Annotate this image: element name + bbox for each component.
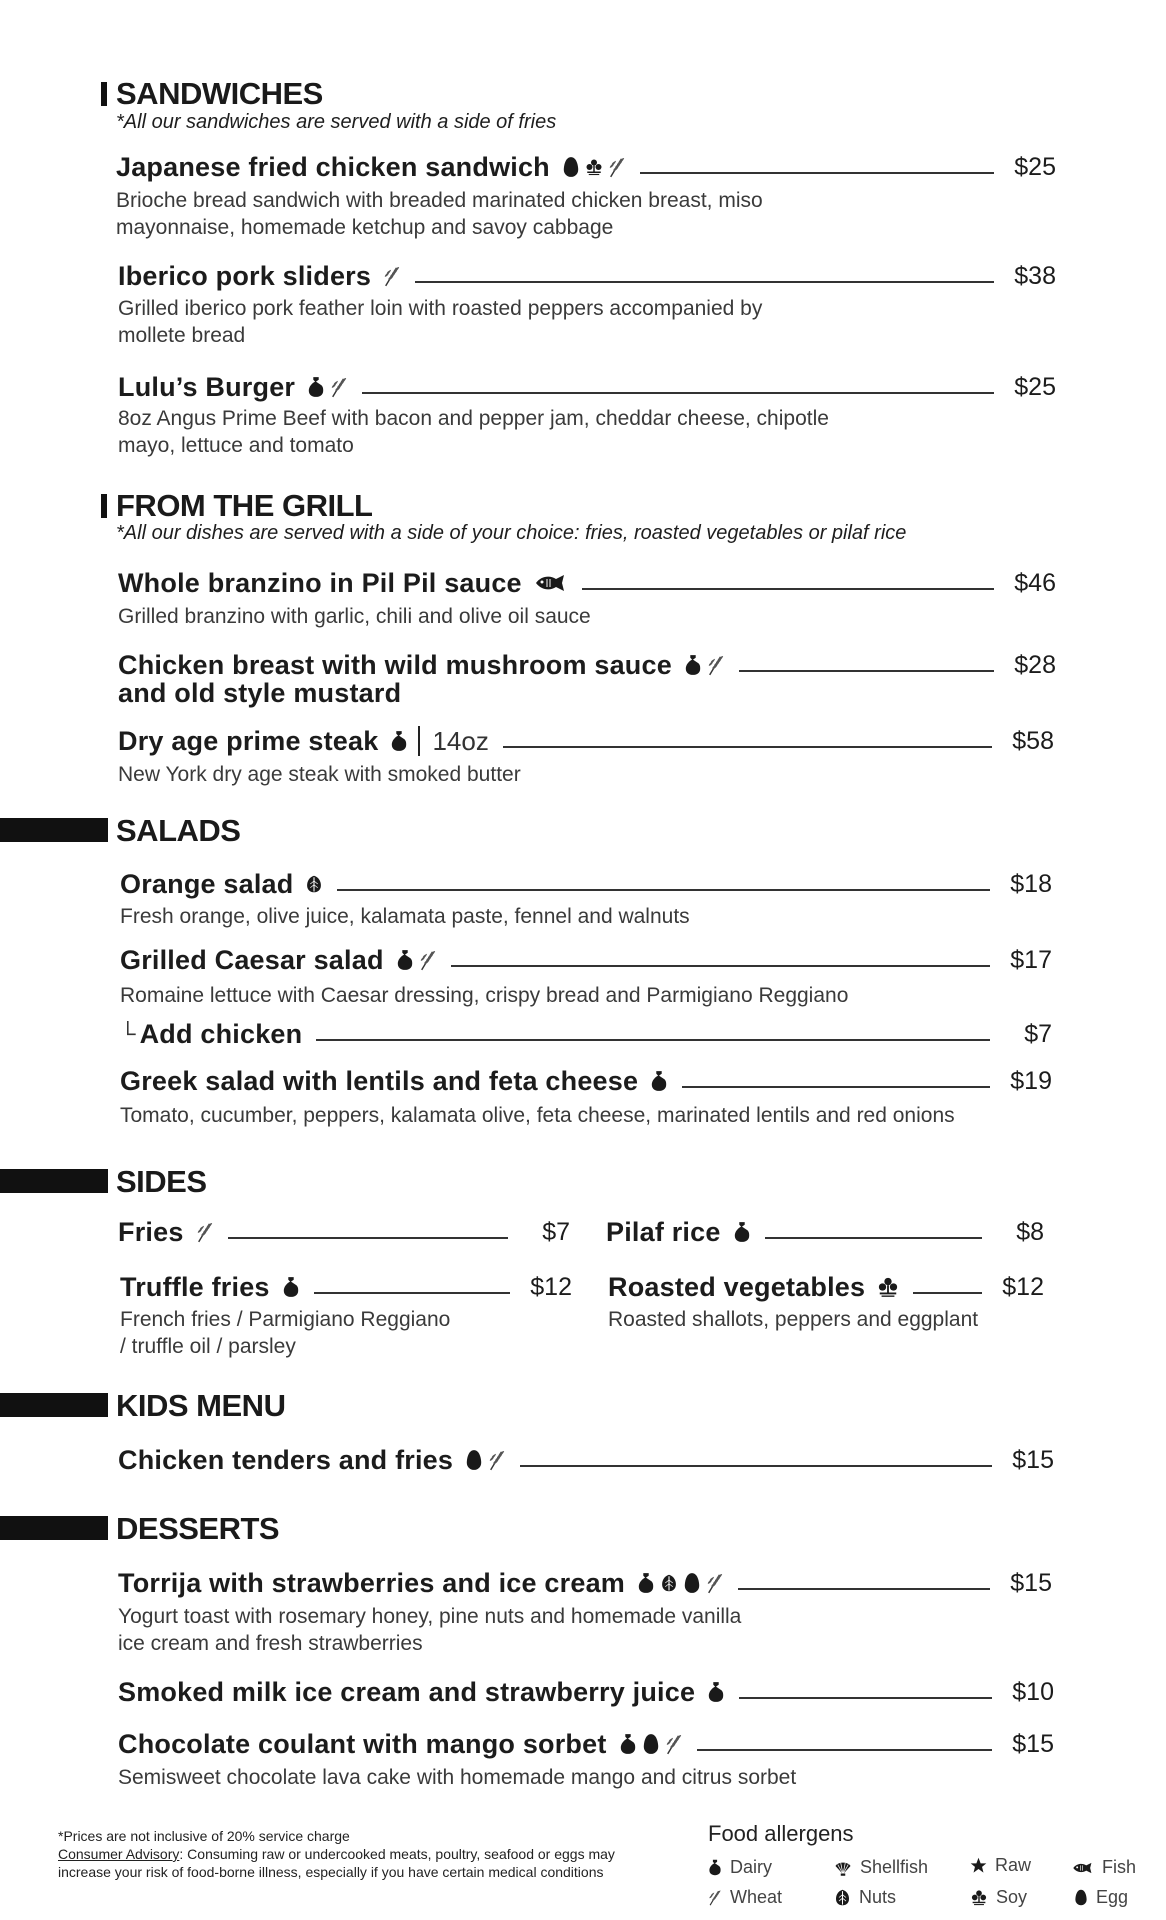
item-description: Fresh orange, olive juice, kalamata paste, fennel and walnuts — [120, 905, 690, 928]
item-name: Greek salad with lentils and feta cheese — [120, 1065, 639, 1096]
item-description: Romaine lettuce with Caesar dressing, crispy bread and Parmigiano Reggiano — [120, 984, 849, 1007]
dairy-icon — [708, 1859, 722, 1876]
legend-label: Shellfish — [860, 1857, 929, 1877]
menu-item — [118, 566, 1056, 600]
item-name: Pilaf rice — [606, 1216, 721, 1247]
egg-icon — [562, 156, 580, 178]
footer-notes — [58, 1827, 648, 1881]
dotted-leader — [316, 1039, 990, 1041]
menu-item — [608, 1270, 1044, 1304]
section-bar — [101, 494, 107, 518]
item-price: $28 — [1014, 650, 1056, 679]
dotted-leader — [582, 588, 994, 590]
wheat-icon — [488, 1449, 506, 1471]
menu-item — [118, 370, 1056, 404]
item-name: Chicken breast with wild mushroom sauce — [118, 649, 672, 680]
section-title-sandwiches: SANDWICHES — [116, 76, 323, 111]
section-bar — [0, 1393, 108, 1417]
item-description: New York dry age steak with smoked butter — [118, 763, 521, 786]
soy-icon — [585, 156, 603, 178]
item-price: $25 — [1014, 152, 1056, 181]
wheat-icon — [330, 376, 348, 398]
section-title-kids: KIDS MENU — [116, 1388, 286, 1423]
dotted-leader — [640, 172, 994, 174]
menu-item — [120, 867, 1052, 901]
legend-label: Nuts — [859, 1887, 897, 1907]
nuts-icon — [834, 1889, 851, 1906]
dairy-icon — [390, 730, 408, 752]
item-price: $7 — [542, 1217, 570, 1246]
egg-icon — [465, 1449, 483, 1471]
dotted-leader — [913, 1292, 982, 1294]
item-price: $10 — [1012, 1677, 1054, 1706]
section-bar — [101, 82, 107, 106]
item-description: Roasted shallots, peppers and eggplant — [608, 1308, 979, 1331]
section-bar — [0, 1516, 108, 1540]
item-description: 8oz Angus Prime Beef with bacon and pepper jam, cheddar cheese, chipotle mayo, lettuce and tomato — [118, 407, 829, 457]
menu-item — [118, 1215, 570, 1249]
section-bar — [0, 1169, 108, 1193]
item-description: French fries / Parmigiano Reggiano — [120, 1308, 451, 1331]
egg-icon — [683, 1572, 701, 1594]
dairy-icon — [307, 376, 325, 398]
dotted-leader — [520, 1465, 992, 1467]
menu-item — [116, 150, 1056, 184]
soy-icon — [877, 1276, 899, 1298]
legend-item-nuts — [834, 1887, 896, 1908]
dairy-icon — [396, 949, 414, 971]
item-name: Add chicken — [139, 1018, 303, 1049]
legend-label: Wheat — [730, 1887, 783, 1907]
menu-item — [120, 1270, 572, 1304]
item-price: $58 — [1012, 726, 1054, 755]
legend-item-egg — [1074, 1887, 1128, 1908]
wheat-icon — [706, 1572, 724, 1594]
item-name: Lulu’s Burger — [118, 371, 296, 402]
item-name-continued: and old style mustard — [118, 678, 402, 708]
dairy-icon — [650, 1070, 668, 1092]
section-title-grill: FROM THE GRILL — [116, 488, 373, 523]
sub-item-arrow: └ — [120, 1021, 136, 1046]
wheat-icon — [708, 1889, 722, 1906]
menu-item — [118, 1566, 1052, 1600]
prices-note: *Prices are not inclusive of 20% service charge — [58, 1828, 350, 1844]
dotted-leader — [415, 281, 994, 283]
item-description: / truffle oil / parsley — [120, 1335, 296, 1358]
legend-item-shellfish — [834, 1857, 928, 1878]
item-name: Japanese fried chicken sandwich — [116, 151, 550, 182]
item-name: Chocolate coulant with mango sorbet — [118, 1728, 607, 1759]
wheat-icon — [608, 156, 626, 178]
section-title-desserts: DESSERTS — [116, 1511, 280, 1546]
dairy-icon — [282, 1276, 300, 1298]
shellfish-icon — [834, 1859, 852, 1876]
dotted-leader — [337, 889, 990, 891]
legend-item-dairy — [708, 1857, 772, 1878]
egg-icon — [1074, 1889, 1088, 1906]
wheat-icon — [665, 1733, 683, 1755]
item-name: Fries — [118, 1216, 184, 1247]
dotted-leader — [682, 1086, 990, 1088]
wheat-icon — [707, 654, 725, 676]
dairy-icon — [684, 654, 702, 676]
dotted-leader — [451, 965, 990, 967]
item-description: Grilled branzino with garlic, chili and olive oil sauce — [118, 605, 591, 628]
section-note-sandwiches: *All our sandwiches are served with a side of fries — [116, 111, 557, 133]
allergen-legend-title: Food allergens — [708, 1821, 854, 1846]
item-description: Brioche bread sandwich with breaded marinated chicken breast, miso mayonnaise, homemade ketchup and savoy cabbage — [116, 189, 763, 239]
item-name: Orange salad — [120, 868, 294, 899]
item-description: Semisweet chocolate lava cake with homemade mango and citrus sorbet — [118, 1766, 797, 1789]
dotted-leader — [697, 1749, 992, 1751]
item-price: $17 — [1010, 945, 1052, 974]
item-name: Torrija with strawberries and ice cream — [118, 1567, 625, 1598]
wheat-icon — [196, 1221, 214, 1243]
item-price: $8 — [1016, 1217, 1044, 1246]
dotted-leader — [739, 1697, 992, 1699]
dotted-leader — [362, 392, 994, 394]
dotted-leader — [503, 746, 992, 748]
dotted-leader — [765, 1237, 982, 1239]
item-name: Grilled Caesar salad — [120, 944, 384, 975]
item-price: $15 — [1012, 1445, 1054, 1474]
menu-item — [120, 1064, 1052, 1098]
menu-item — [606, 1215, 1044, 1249]
item-price: $15 — [1012, 1729, 1054, 1758]
legend-label: Soy — [996, 1887, 1028, 1907]
item-description: Yogurt toast with rosemary honey, pine nuts and homemade vanilla ice cream and fresh strawberries — [118, 1605, 742, 1655]
dairy-icon — [707, 1681, 725, 1703]
dotted-leader — [314, 1292, 510, 1294]
section-title-salads: SALADS — [116, 813, 241, 848]
menu-item — [118, 1727, 1054, 1761]
soy-icon — [970, 1889, 988, 1906]
menu-item — [120, 943, 1052, 977]
legend-label: Egg — [1096, 1887, 1129, 1907]
item-price: $46 — [1014, 568, 1056, 597]
menu-item — [118, 1675, 1054, 1709]
item-price: $38 — [1014, 261, 1056, 290]
dairy-icon — [637, 1572, 655, 1594]
item-name: Truffle fries — [120, 1271, 270, 1302]
item-price: $15 — [1010, 1568, 1052, 1597]
fish-icon — [534, 573, 568, 593]
item-weight: 14oz — [418, 726, 488, 756]
item-price: $12 — [530, 1272, 572, 1301]
item-price: $7 — [1024, 1019, 1052, 1048]
menu-item — [120, 1017, 1052, 1051]
nuts-icon — [305, 873, 323, 895]
dairy-icon — [619, 1733, 637, 1755]
item-name: Iberico pork sliders — [118, 260, 372, 291]
item-name: Whole branzino in Pil Pil sauce — [118, 567, 522, 598]
item-name: Chicken tenders and fries — [118, 1444, 454, 1475]
egg-icon — [642, 1733, 660, 1755]
wheat-icon — [419, 949, 437, 971]
menu-item — [118, 724, 1054, 758]
menu-item — [118, 1443, 1054, 1477]
section-note-grill: *All our dishes are served with a side of your choice: fries, roasted vegetables or pilaf rice — [116, 522, 907, 544]
nuts-icon — [660, 1572, 678, 1594]
legend-label: Fish — [1102, 1857, 1137, 1877]
item-price: $25 — [1014, 372, 1056, 401]
item-description: Grilled iberico pork feather loin with roasted peppers accompanied by mollete bread — [118, 297, 763, 347]
item-name: Smoked milk ice cream and strawberry juice — [118, 1676, 696, 1707]
advisory-text: : Consuming raw or undercooked meats, poultry, seafood or eggs may increase your risk of food-borne illness, especially if you have certain medical conditions — [58, 1846, 615, 1880]
section-bar — [0, 818, 108, 842]
legend-item-soy — [970, 1887, 1027, 1908]
section-title-sides: SIDES — [116, 1164, 207, 1199]
dotted-leader — [228, 1237, 508, 1239]
dotted-leader — [738, 1588, 990, 1590]
item-price: $12 — [1002, 1272, 1044, 1301]
star-icon — [970, 1857, 987, 1874]
menu-item — [118, 648, 1056, 682]
legend-label: Dairy — [730, 1857, 773, 1877]
item-price: $19 — [1010, 1066, 1052, 1095]
advisory-label: Consumer Advisory — [58, 1846, 180, 1862]
item-description: Tomato, cucumber, peppers, kalamata olive, feta cheese, marinated lentils and red onions — [120, 1104, 955, 1127]
menu-item — [118, 259, 1056, 293]
wheat-icon — [383, 265, 401, 287]
legend-label: Raw — [995, 1855, 1032, 1875]
legend-item-fish — [1072, 1857, 1136, 1878]
item-name: Dry age prime steak — [118, 725, 379, 756]
consumer-advisory — [58, 1845, 648, 1881]
fish-icon — [1072, 1861, 1094, 1875]
item-name: Roasted vegetables — [608, 1271, 866, 1302]
dotted-leader — [739, 670, 994, 672]
item-price: $18 — [1010, 869, 1052, 898]
legend-item-raw — [970, 1855, 1031, 1876]
dairy-icon — [733, 1221, 751, 1243]
legend-item-wheat — [708, 1887, 782, 1908]
